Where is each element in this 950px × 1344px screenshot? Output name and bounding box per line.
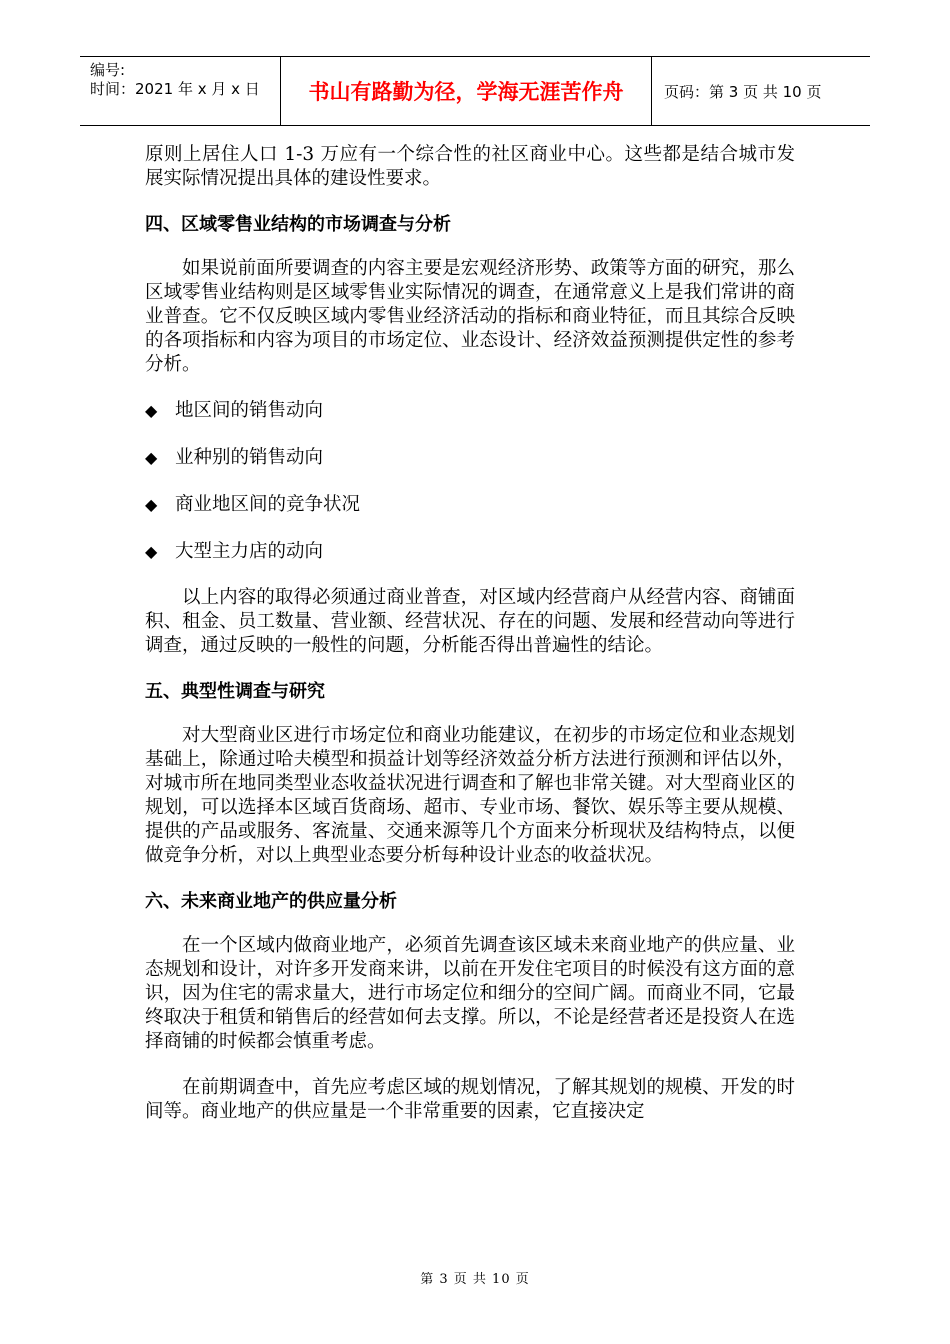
diamond-bullet-icon: ◆ <box>145 542 158 561</box>
diamond-bullet-icon: ◆ <box>145 495 158 514</box>
page-footer: 第 3 页 共 10 页 <box>420 1272 530 1287</box>
section-6-paragraph-2: 在前期调查中，首先应考虑区域的规划情况，了解其规划的规模、开发的时间等。商业地产的供应量是一个非常重要的因素，它直接决定 <box>145 1077 795 1122</box>
section-4-summary-paragraph: 以上内容的取得必须通过商业普查，对区域内经营商户从经营内容、商铺面积、租金、员工数量、营业额、经营状况、存在的问题、发展和经营动向等进行调查，通过反映的一般性的问题，分析能否得出普遍性的结论。 <box>145 587 795 656</box>
document-body <box>145 143 795 1124</box>
document-time-label: 时间：2021 年 x 月 x 日 <box>90 80 260 98</box>
list-item-text: 商业地区间的竞争状况 <box>175 494 361 515</box>
section-6-paragraph-1: 在一个区域内做商业地产，必须首先调查该区域未来商业地产的供应量、业态规划和设计，对许多开发商来讲，以前在开发住宅项目的时候没有这方面的意识，因为住宅的需求量大，进行市场定位和细分的空间广阔。而商业不同，它最终取决于租赁和销售后的经营如何去支撑。所以，不论是经营者还是投资人在选择商铺的时候都会慎重考虑。 <box>145 935 795 1052</box>
intro-paragraph: 原则上居住人口 1-3 万应有一个综合性的社区商业中心。这些都是结合城市发展实际情况提出具体的建设性要求。 <box>145 144 795 189</box>
list-item-text: 大型主力店的动向 <box>175 541 324 562</box>
list-item <box>145 446 795 470</box>
section-heading-4: 四、区域零售业结构的市场调查与分析 <box>145 214 451 235</box>
header-meta <box>80 57 280 125</box>
section-4-paragraph: 如果说前面所要调查的内容主要是宏观经济形势、政策等方面的研究，那么区域零售业结构则是区域零售业实际情况的调查，在通常意义上是我们常讲的商业普查。它不仅反映区域内零售业经济活动的指标和商业特征，而且其综合反映的各项指标和内容为项目的市场定位、业态设计、经济效益预测提供定性的参考分析。 <box>145 258 795 375</box>
diamond-bullet-icon: ◆ <box>145 401 158 420</box>
section-5-paragraph: 对大型商业区进行市场定位和商业功能建议，在初步的市场定位和业态规划基础上，除通过哈夫模型和损益计划等经济效益分析方法进行预测和评估以外，对城市所在地同类型业态收益状况进行调查和了解也非常关键。对大型商业区的规划，可以选择本区域百货商场、超市、专业市场、餐饮、娱乐等主要从规模、提供的产品或服务、客流量、交通来源等几个方面来分析现状及结构特点，以便做竞争分析，对以上典型业态要分析每种设计业态的收益状况。 <box>145 725 795 866</box>
list-item-text: 业种别的销售动向 <box>175 447 324 468</box>
list-item <box>145 399 795 423</box>
list-item <box>145 493 795 517</box>
bullet-list <box>145 399 795 564</box>
section-heading-5: 五、典型性调查与研究 <box>145 681 325 702</box>
list-item <box>145 540 795 564</box>
document-number-label: 编号: <box>90 61 126 79</box>
section-heading-6: 六、未来商业地产的供应量分析 <box>145 891 397 912</box>
list-item-text: 地区间的销售动向 <box>175 400 324 421</box>
page-header <box>80 56 870 126</box>
diamond-bullet-icon: ◆ <box>145 448 158 467</box>
header-motto: 书山有路勤为径，学海无涯苦作舟 <box>280 57 652 125</box>
header-page-code: 页码：第 3 页 共 10 页 <box>664 82 822 101</box>
